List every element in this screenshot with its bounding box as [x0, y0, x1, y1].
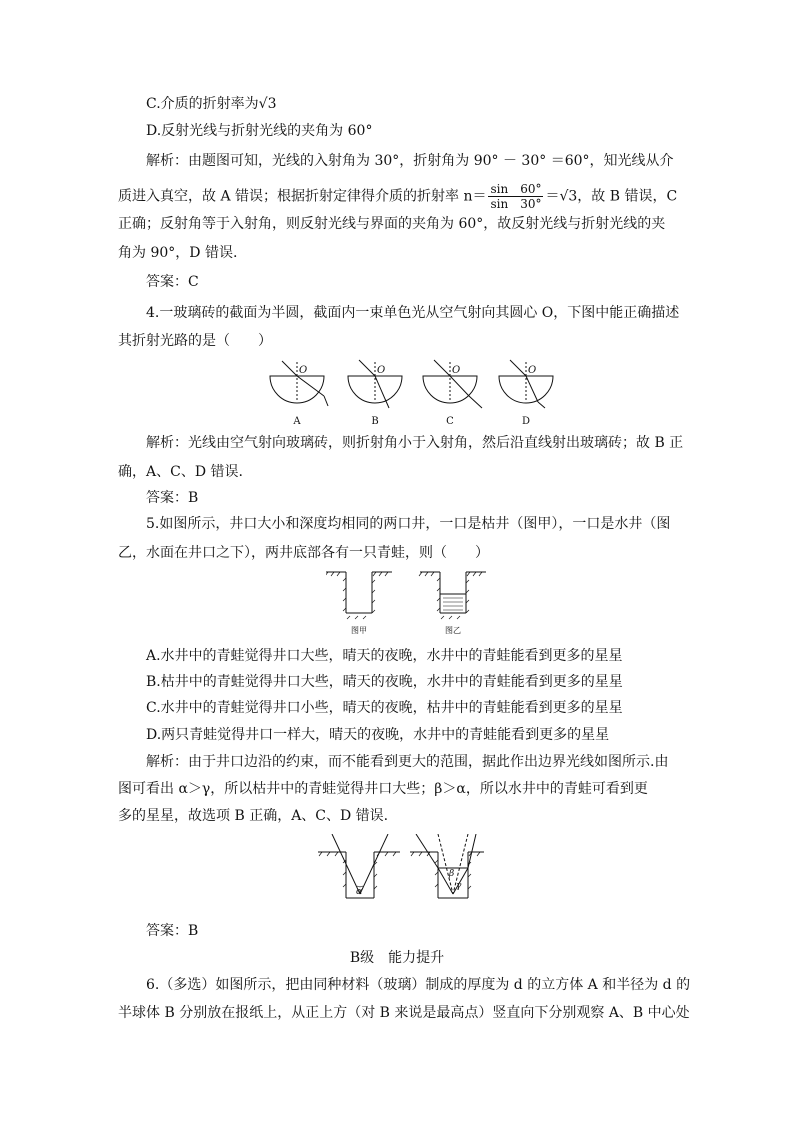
analysis-text: 多的星星，故选项 B 正确，A、C、D 错误.	[118, 808, 389, 824]
answer-text: 答案：B	[146, 490, 199, 506]
q5-analysis-figure	[318, 834, 484, 908]
figure-label: 图乙	[445, 626, 461, 635]
center-label: O	[377, 365, 386, 376]
analysis-text: 解析：由题图可知，光线的入射角为 30°，折射角为 90° － 30° ＝60°，知光线从介	[146, 153, 674, 169]
figure-label: C	[446, 416, 454, 427]
figure-label: D	[521, 416, 531, 427]
option-c: C.水井中的青蛙觉得井口小些，晴天的夜晚，枯井中的青蛙能看到更多的星星	[146, 700, 623, 716]
analysis-text: 角为 90°，D 错误.	[118, 245, 238, 261]
question-6-stem: 6.（多选）如图所示，把由同种材料（玻璃）制成的厚度为 d 的立方体 A 和半径为 d 的	[146, 977, 691, 993]
question-6-stem: 半球体 B 分别放在报纸上，从正上方（对 B 来说是最高点）竖直向下分别观察 A、B 中心处	[118, 1005, 690, 1021]
fraction-numerator: sin 60°	[490, 182, 542, 196]
analysis-text: 质进入真空，故 A 错误；根据折射定律得介质的折射率 n＝	[118, 188, 487, 205]
analysis-text: 图可看出 α＞γ，所以枯井中的青蛙觉得井口大些；β＞α，所以水井中的青蛙可看到更	[118, 781, 648, 797]
answer-text: 答案：B	[146, 923, 199, 939]
q5-wells-figure	[326, 568, 486, 636]
option-c: C.介质的折射率为√3	[146, 96, 277, 112]
analysis-text: 解析：光线由空气射向玻璃砖，则折射角小于入射角，然后沿直线射出玻璃砖；故 B 正	[146, 435, 684, 451]
analysis-text: 正确；反射角等于入射角，则反射光线与界面的夹角为 60°，故反射光线与折射光线的夹	[118, 216, 666, 232]
question-5-stem: 5.如图所示，井口大小和深度均相同的两口井，一口是枯井（图甲），一口是水井（图	[146, 516, 671, 532]
question-5-stem: 乙，水面在井口之下），两井底部各有一只青蛙，则（ ）	[118, 545, 489, 561]
center-label: O	[452, 365, 461, 376]
fraction-denominator: sin 30°	[490, 197, 542, 211]
option-d: D.两只青蛙觉得井口一样大，晴天的夜晚，水井中的青蛙能看到更多的星星	[146, 727, 610, 743]
question-4-stem: 其折射光路的是（ ）	[118, 333, 272, 349]
figure-label: 图甲	[351, 626, 367, 635]
analysis-text: 解析：由于井口边沿的约束，而不能看到更大的范围，据此作出边界光线如图所示.由	[146, 754, 669, 770]
option-a: A.水井中的青蛙觉得井口大些，晴天的夜晚，水井中的青蛙能看到更多的星星	[146, 648, 623, 664]
option-d: D.反射光线与折射光线的夹角为 60°	[146, 123, 373, 139]
center-label: O	[528, 365, 537, 376]
figure-d	[499, 360, 553, 408]
angle-label: β	[449, 869, 455, 879]
answer-text: 答案：C	[146, 274, 199, 290]
figure-b	[348, 360, 402, 408]
analysis-text: ＝√3，故 B 错误，C	[545, 188, 678, 205]
option-b: B.枯井中的青蛙觉得井口大些，晴天的夜晚，水井中的青蛙能看到更多的星星	[146, 674, 623, 690]
section-heading: B级 能力提升	[349, 950, 445, 966]
question-4-stem: 4.一玻璃砖的截面为半圆，截面内一束单色光从空气射向其圆心 O，下图中能正确描述	[146, 305, 680, 321]
figure-label: B	[371, 416, 379, 427]
refraction-fraction	[488, 182, 543, 211]
angle-label: α	[356, 887, 363, 897]
figure-label: A	[293, 416, 301, 427]
analysis-text-with-fraction	[118, 182, 677, 211]
angle-label: γ	[456, 881, 462, 891]
analysis-text: 确，A、C、D 错误.	[118, 464, 243, 480]
q4-figures	[262, 356, 562, 428]
center-label: O	[299, 365, 308, 376]
